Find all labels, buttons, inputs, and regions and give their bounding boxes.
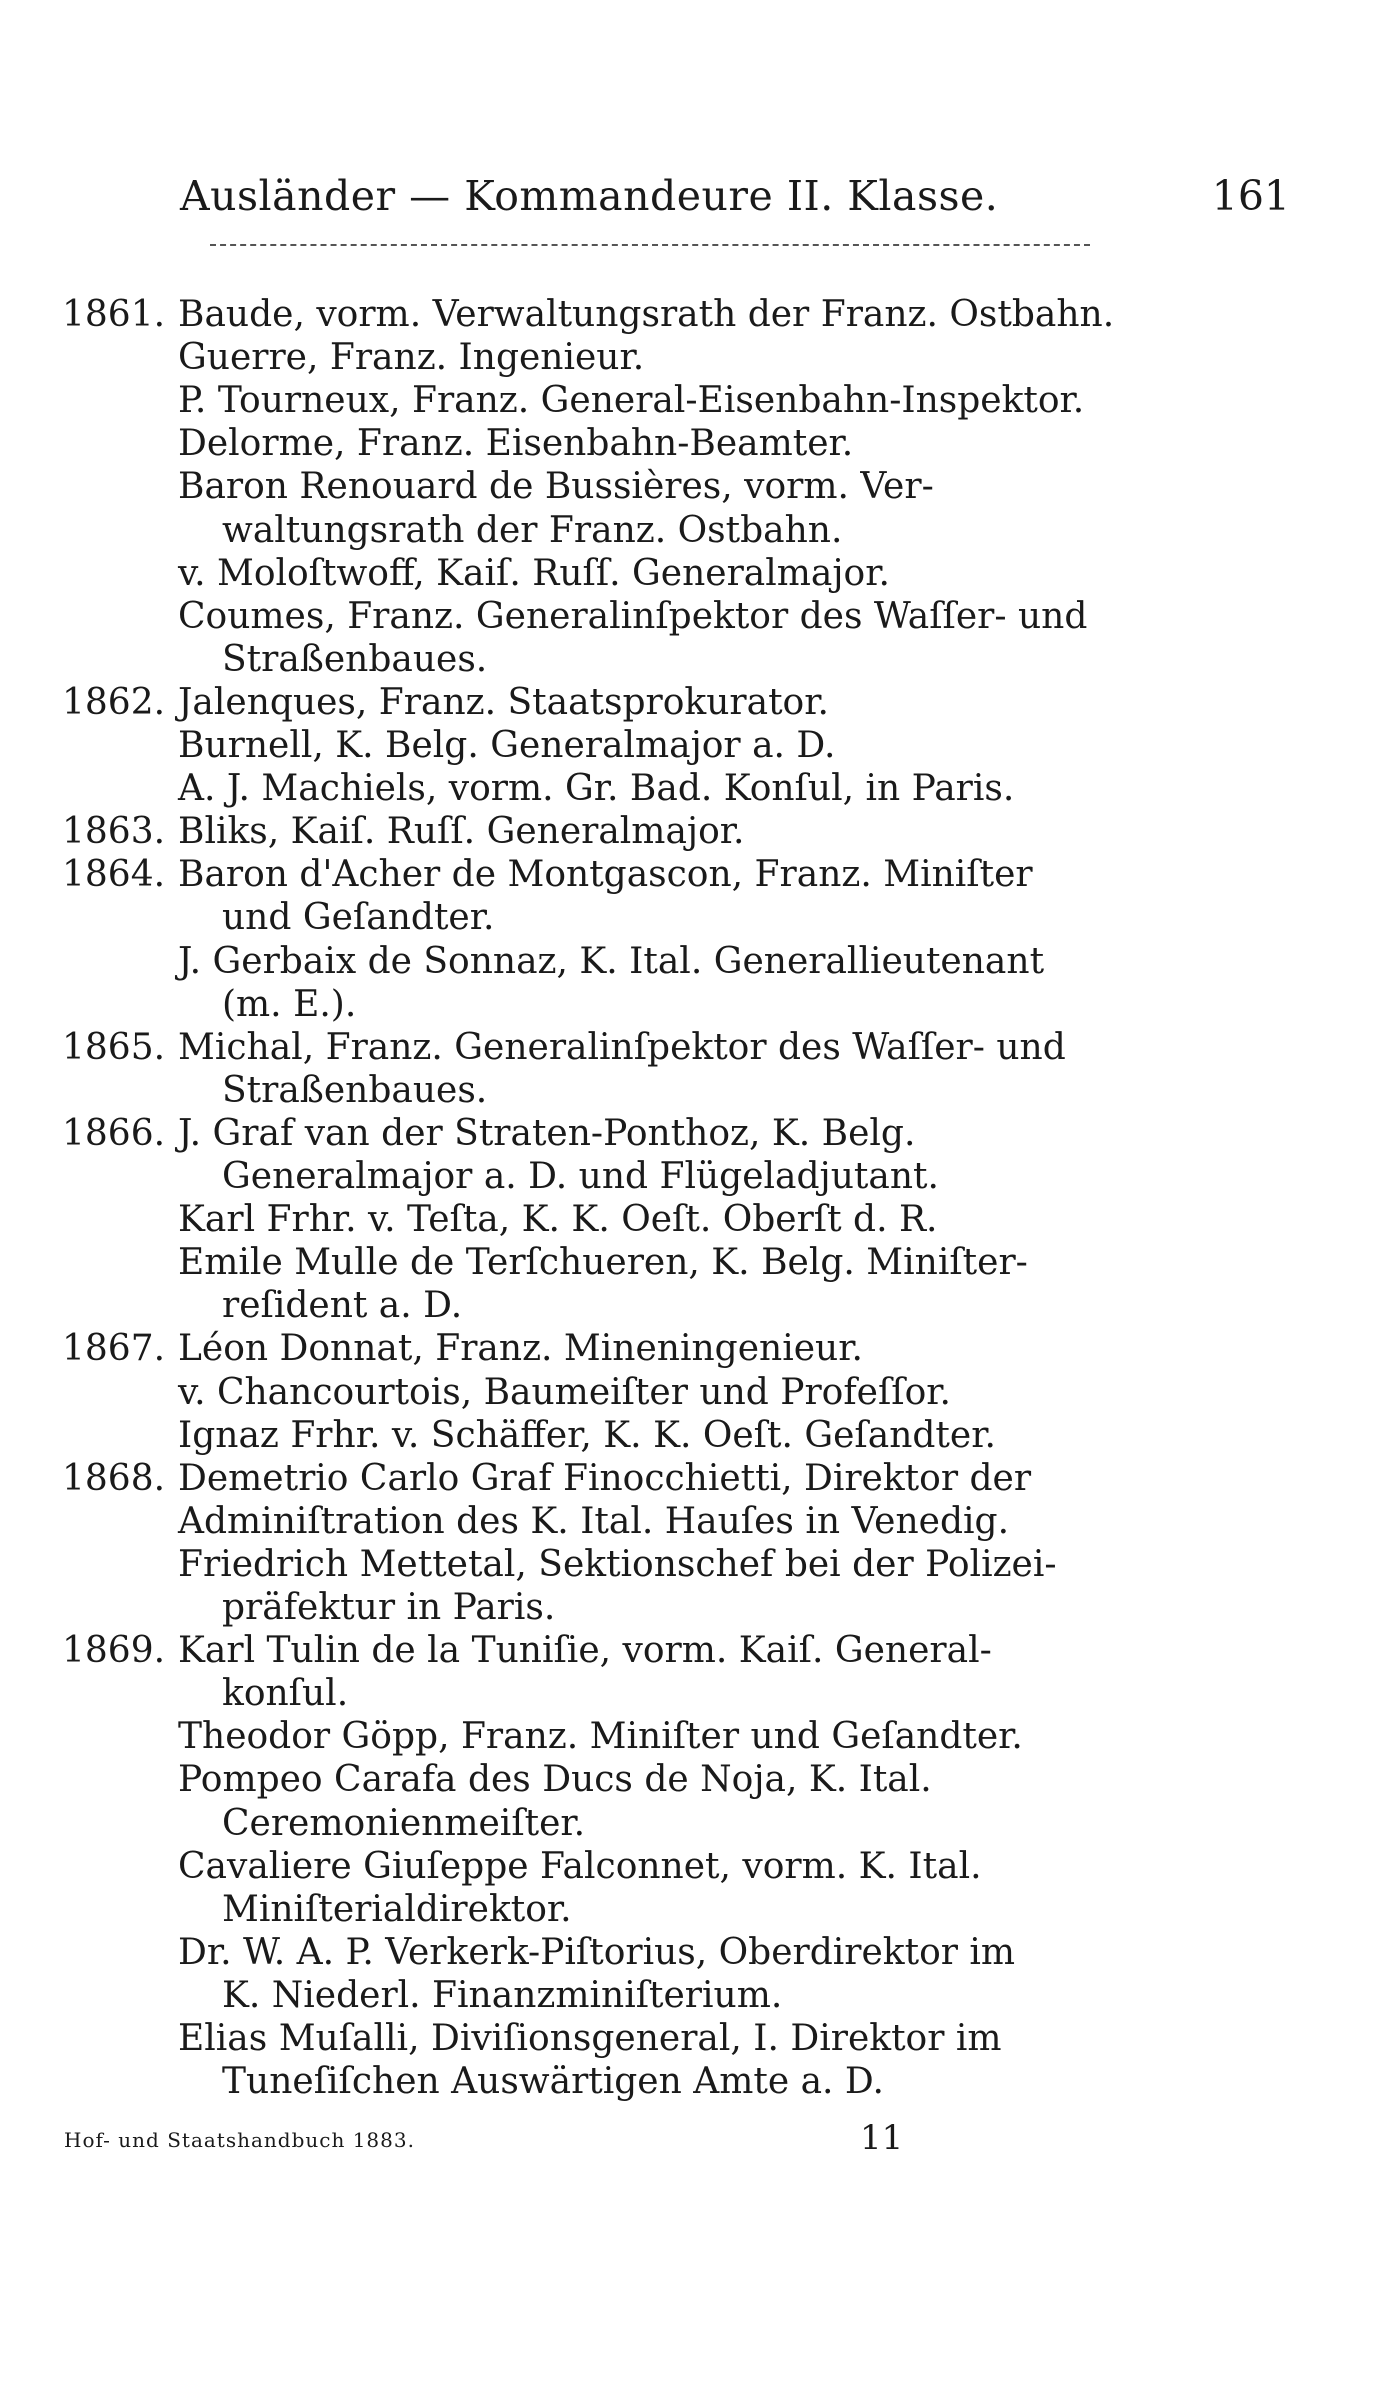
entry-text: und Geſandter. (222, 897, 495, 939)
entry-text: Emile Mulle de Terſchueren, K. Belg. Miniſter- (178, 1242, 1028, 1284)
entry-year: 1867. (62, 1328, 166, 1370)
entry-text: (m. E.). (222, 983, 357, 1025)
entry-text: v. Chancourtois, Baumeiſter und Profeſſor. (178, 1371, 951, 1413)
entry-line (0, 2057, 1380, 2107)
entry-text: Léon Donnat, Franz. Mineningenieur. (178, 1328, 863, 1370)
entry-text: Baron d'Acher de Montgascon, Franz. Miniſter (178, 854, 1033, 896)
entry-text: A. J. Machiels, vorm. Gr. Bad. Konſul, in Paris. (178, 768, 1015, 810)
entry-year: 1862. (62, 681, 166, 723)
entry-text: Karl Frhr. v. Teſta, K. K. Oeſt. Oberſt d. R. (178, 1199, 938, 1241)
entry-year: 1869. (62, 1630, 166, 1672)
entry-year: 1864. (62, 854, 166, 896)
entry-text: Miniſterialdirektor. (222, 1888, 572, 1930)
entry-text: Straßenbaues. (222, 1069, 488, 1111)
entry-text: Karl Tulin de la Tuniſie, vorm. Kaiſ. General- (178, 1630, 992, 1672)
entry-text: Theodor Göpp, Franz. Miniſter und Geſandter. (178, 1716, 1023, 1758)
entry-text: Tuneſiſchen Auswärtigen Amte a. D. (222, 2061, 884, 2103)
entry-text: Baude, vorm. Verwaltungsrath der Franz. Ostbahn. (178, 294, 1115, 335)
entry-text: Burnell, K. Belg. Generalmajor a. D. (178, 725, 836, 766)
entry-text: Coumes, Franz. Generalinſpektor des Waſſer- und (178, 595, 1088, 637)
signature-mark: 11 (860, 2118, 904, 2158)
entry-text: Michal, Franz. Generalinſpektor des Waſſer- und (178, 1026, 1066, 1068)
entry-text: Guerre, Franz. Ingenieur. (178, 337, 645, 379)
entry-year: 1861. (62, 294, 166, 335)
entry-text: präfektur in Paris. (222, 1587, 556, 1628)
header-title: Ausländer — Kommandeure II. Klasse. (180, 172, 999, 220)
entry-year: 1866. (62, 1112, 166, 1154)
entry-text: waltungsrath der Franz. Ostbahn. (222, 509, 843, 551)
entry-text: Elias Muſalli, Diviſionsgeneral, I. Direktor im (178, 2018, 1002, 2059)
entry-text: P. Tourneux, Franz. General-Eisenbahn-Inspektor. (178, 380, 1085, 422)
entry-text: Cavaliere Giuſeppe Falconnet, vorm. K. Ital. (178, 1845, 982, 1887)
entry-text: Friedrich Mettetal, Sektionschef bei der Polizei- (178, 1543, 1057, 1585)
entry-text: Bliks, Kaiſ. Ruſſ. Generalmajor. (178, 811, 745, 853)
entry-text: Baron Renouard de Bussières, vorm. Ver- (178, 466, 934, 508)
footer-source: Hof- und Staatshandbuch 1883. (64, 2128, 415, 2152)
entry-text: Generalmajor a. D. und Flügeladjutant. (222, 1156, 939, 1197)
header-rule (210, 244, 1090, 246)
entry-text: konſul. (222, 1673, 349, 1715)
entry-text: K. Niederl. Finanzminiſterium. (222, 1974, 783, 2016)
entry-text: Demetrio Carlo Graf Finocchietti, Direktor der (178, 1457, 1032, 1499)
entry-text: Dr. W. A. P. Verkerk-Piſtorius, Oberdirektor im (178, 1931, 1016, 1973)
page-number: 161 (1211, 172, 1290, 220)
entry-year: 1865. (62, 1026, 166, 1068)
entry-year: 1863. (62, 811, 166, 853)
entry-text: Ceremonienmeiſter. (222, 1802, 586, 1844)
entry-text: Ignaz Frhr. v. Schäffer, K. K. Oeſt. Geſandter. (178, 1414, 996, 1456)
entry-year: 1868. (62, 1457, 166, 1499)
entry-text: Jalenques, Franz. Staatsprokurator. (178, 681, 829, 723)
entry-text: Delorme, Franz. Eisenbahn-Beamter. (178, 423, 854, 465)
entry-text: J. Gerbaix de Sonnaz, K. Ital. Generallieutenant (178, 940, 1045, 982)
entry-text: Straßenbaues. (222, 638, 488, 680)
entry-text: Pompeo Carafa des Ducs de Noja, K. Ital. (178, 1759, 932, 1801)
running-header (170, 172, 1290, 232)
entry-text: v. Moloſtwoff, Kaiſ. Ruſſ. Generalmajor. (178, 552, 890, 594)
entry-text: J. Graf van der Straten-Ponthoz, K. Belg. (178, 1112, 916, 1154)
entry-text: reſident a. D. (222, 1285, 463, 1327)
entry-text: Adminiſtration des K. Ital. Hauſes in Venedig. (178, 1500, 1010, 1542)
